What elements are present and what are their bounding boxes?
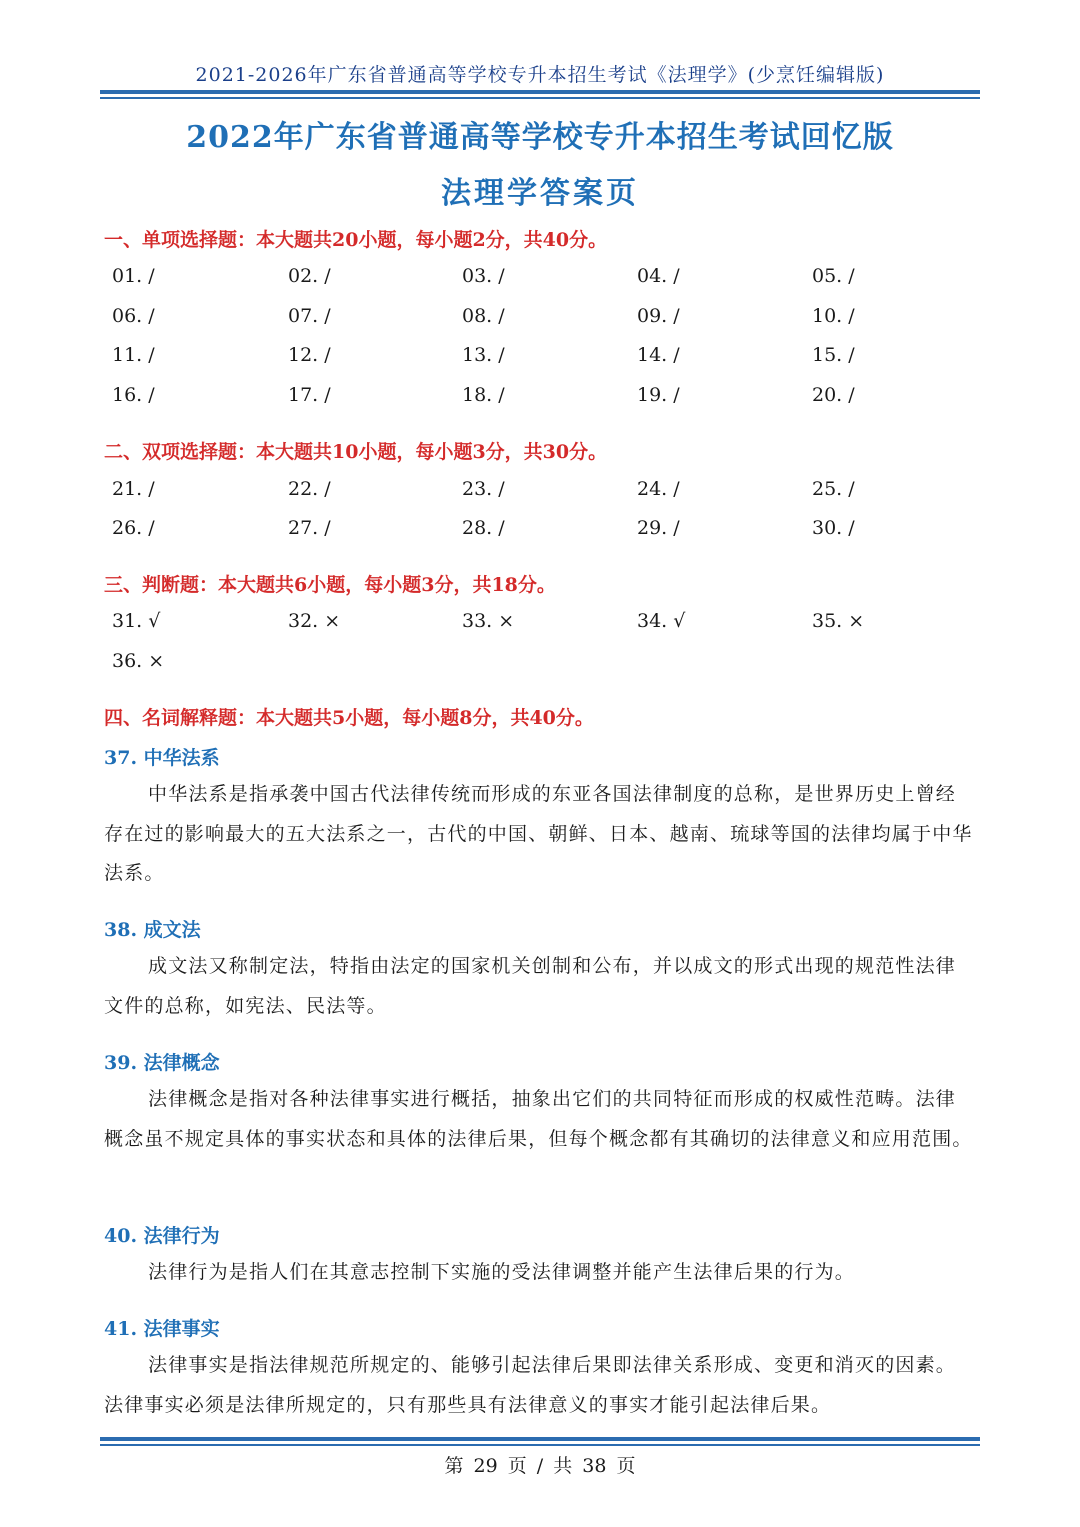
- term-title: 40. 法律行为: [104, 1225, 220, 1247]
- document-title: 2022年广东省普通高等学校专升本招生考试回忆版: [186, 120, 894, 155]
- term-title: 41. 法律事实: [104, 1318, 220, 1340]
- answer-item: 04. /: [637, 265, 680, 287]
- term-title: 39. 法律概念: [104, 1052, 220, 1074]
- answer-item: 28. /: [462, 517, 505, 539]
- section-3-heading: 三、判断题：本大题共6小题，每小题3分，共18分。: [104, 574, 556, 596]
- term-definition: 成文法又称制定法，特指由法定的国家机关创制和公布，并以成文的形式出现的规范性法律文件的总称，如宪法、民法等。: [104, 955, 957, 1017]
- answer-item: 15. /: [812, 344, 855, 366]
- answer-item: 26. /: [112, 517, 155, 539]
- answer-item: 30. /: [812, 517, 855, 539]
- answer-item: 21. /: [112, 478, 155, 500]
- answer-item: 31. √: [112, 610, 161, 632]
- answer-item: 12. /: [288, 344, 331, 366]
- answer-item: 32. ×: [288, 610, 341, 632]
- answer-item: 13. /: [462, 344, 505, 366]
- answer-item: 10. /: [812, 305, 855, 327]
- answer-item: 19. /: [637, 384, 680, 406]
- footer-rule: [100, 1437, 980, 1446]
- answer-item: 09. /: [637, 305, 680, 327]
- answer-item: 01. /: [112, 265, 155, 287]
- answer-item: 14. /: [637, 344, 680, 366]
- answer-item: 25. /: [812, 478, 855, 500]
- answer-item: 24. /: [637, 478, 680, 500]
- section-4-heading: 四、名词解释题：本大题共5小题，每小题8分，共40分。: [104, 707, 594, 729]
- document-subtitle: 法理学答案页: [441, 176, 639, 211]
- term-definition: 法律概念是指对各种法律事实进行概括，抽象出它们的共同特征而形成的权威性范畴。法律概念虽不规定具体的事实状态和具体的法律后果，但每个概念都有其确切的法律意义和应用范围。: [104, 1088, 973, 1150]
- answer-item: 03. /: [462, 265, 505, 287]
- answer-item: 20. /: [812, 384, 855, 406]
- term-definition: 中华法系是指承袭中国古代法律传统而形成的东亚各国法律制度的总称，是世界历史上曾经存在过的影响最大的五大法系之一，古代的中国、朝鲜、日本、越南、琉球等国的法律均属于中华法系。: [104, 783, 973, 884]
- answer-item: 05. /: [812, 265, 855, 287]
- answer-item: 06. /: [112, 305, 155, 327]
- answer-item: 11. /: [112, 344, 155, 366]
- answer-item: 16. /: [112, 384, 155, 406]
- header-rule: [100, 90, 980, 99]
- answer-item: 35. ×: [812, 610, 865, 632]
- term-title: 37. 中华法系: [104, 747, 220, 769]
- answer-item: 36. ×: [112, 650, 165, 672]
- answer-item: 07. /: [288, 305, 331, 327]
- answer-item: 17. /: [288, 384, 331, 406]
- answer-item: 02. /: [288, 265, 331, 287]
- term-definition: 法律行为是指人们在其意志控制下实施的受法律调整并能产生法律后果的行为。: [148, 1261, 856, 1283]
- section-1-heading: 一、单项选择题：本大题共20小题，每小题2分，共40分。: [104, 229, 608, 251]
- page-number: 第 29 页 / 共 38 页: [444, 1455, 636, 1477]
- answer-item: 23. /: [462, 478, 505, 500]
- answer-item: 22. /: [288, 478, 331, 500]
- term-definition: 法律事实是指法律规范所规定的、能够引起法律后果即法律关系形成、变更和消灭的因素。法律事实必须是法律所规定的，只有那些具有法律意义的事实才能引起法律后果。: [104, 1354, 957, 1416]
- answer-item: 33. ×: [462, 610, 515, 632]
- term-title: 38. 成文法: [104, 919, 201, 941]
- answer-item: 27. /: [288, 517, 331, 539]
- answer-item: 34. √: [637, 610, 686, 632]
- answer-item: 29. /: [637, 517, 680, 539]
- answer-item: 08. /: [462, 305, 505, 327]
- section-2-heading: 二、双项选择题：本大题共10小题，每小题3分，共30分。: [104, 441, 608, 463]
- header-title: 2021-2026年广东省普通高等学校专升本招生考试《法理学》(少烹饪编辑版): [195, 64, 885, 86]
- answer-item: 18. /: [462, 384, 505, 406]
